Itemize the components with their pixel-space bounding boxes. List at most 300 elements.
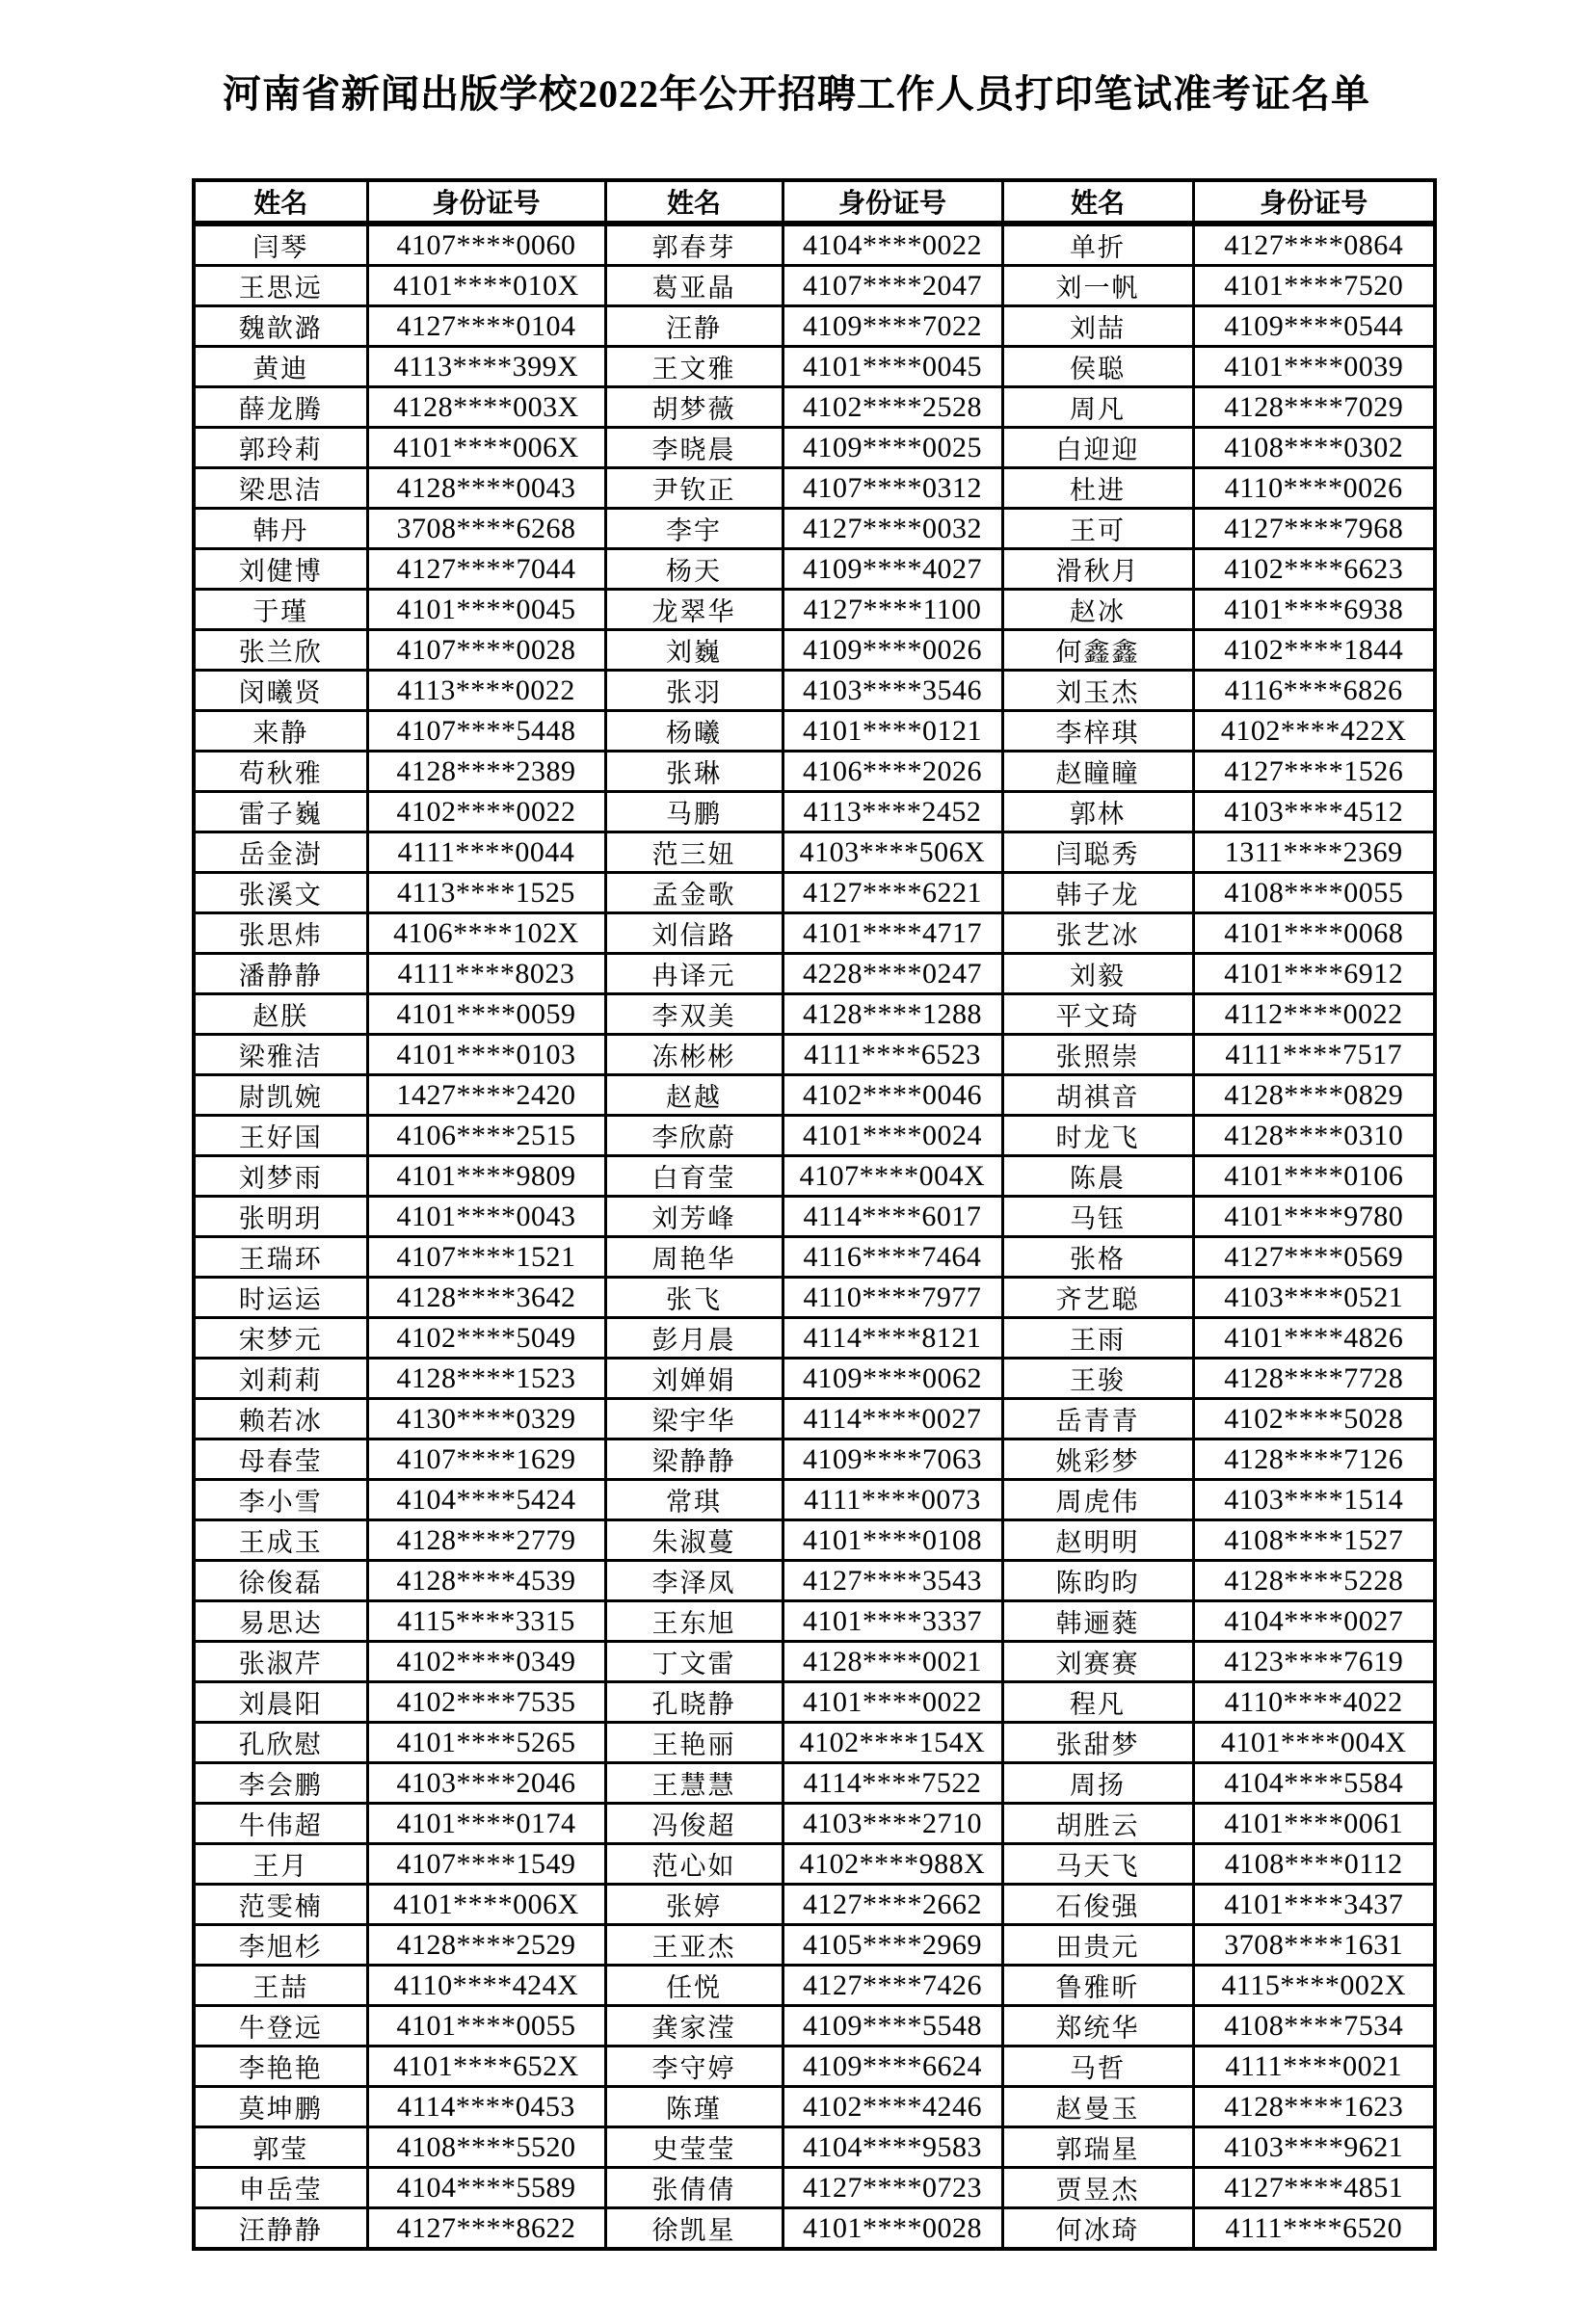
name-cell: 闫琴	[194, 224, 367, 266]
name-cell: 刘毅	[1002, 954, 1193, 994]
name-cell: 魏歆潞	[194, 306, 367, 347]
name-cell: 张溪文	[194, 873, 367, 913]
name-cell: 韩子龙	[1002, 873, 1193, 913]
name-cell: 王亚杰	[605, 1925, 783, 1966]
table-row	[194, 1359, 1435, 1399]
table-row	[194, 2047, 1435, 2087]
id-number-cell: 4109****0062	[783, 1359, 1002, 1399]
id-number-cell: 4107****5448	[367, 711, 605, 752]
name-cell: 平文琦	[1002, 994, 1193, 1035]
id-number-cell: 4101****0068	[1193, 913, 1435, 954]
roster-table-body	[194, 224, 1435, 2249]
id-number-cell: 4101****4826	[1193, 1318, 1435, 1359]
table-row	[194, 1035, 1435, 1075]
name-cell: 刘晨阳	[194, 1682, 367, 1723]
id-number-cell: 4110****0026	[1193, 468, 1435, 509]
id-number-cell: 4127****7426	[783, 1966, 1002, 2006]
name-cell: 张倩倩	[605, 2168, 783, 2208]
table-row	[194, 1318, 1435, 1359]
name-cell: 李梓琪	[1002, 711, 1193, 752]
name-cell: 张羽	[605, 671, 783, 711]
table-row	[194, 954, 1435, 994]
name-cell: 刘赛赛	[1002, 1642, 1193, 1682]
id-number-cell: 4115****002X	[1193, 1966, 1435, 2006]
name-cell: 梁思洁	[194, 468, 367, 509]
name-cell: 杨曦	[605, 711, 783, 752]
id-number-cell: 4102****6623	[1193, 549, 1435, 590]
name-cell: 郭春芽	[605, 224, 783, 266]
table-row	[194, 752, 1435, 792]
name-cell: 张明玥	[194, 1197, 367, 1237]
id-number-cell: 4109****6624	[783, 2047, 1002, 2087]
name-cell: 朱淑蔓	[605, 1520, 783, 1561]
id-number-cell: 4103****506X	[783, 832, 1002, 873]
id-number-cell: 4101****0045	[367, 590, 605, 630]
id-number-cell: 4127****2662	[783, 1885, 1002, 1925]
name-cell: 岳金澍	[194, 832, 367, 873]
id-number-cell: 4109****0025	[783, 428, 1002, 468]
id-number-cell: 4101****0045	[783, 347, 1002, 387]
name-cell: 赵朕	[194, 994, 367, 1035]
id-number-cell: 4104****9583	[783, 2127, 1002, 2168]
table-row	[194, 792, 1435, 832]
id-number-cell: 4101****010X	[367, 266, 605, 306]
name-cell: 闵曦贤	[194, 671, 367, 711]
name-cell: 孔欣慰	[194, 1723, 367, 1763]
name-cell: 葛亚晶	[605, 266, 783, 306]
id-number-cell: 4101****652X	[367, 2047, 605, 2087]
name-cell: 胡胜云	[1002, 1804, 1193, 1844]
id-number-cell: 4101****7520	[1193, 266, 1435, 306]
table-row	[194, 1723, 1435, 1763]
name-cell: 刘巍	[605, 630, 783, 671]
name-cell: 时龙飞	[1002, 1116, 1193, 1156]
id-number-cell: 4101****0043	[367, 1197, 605, 1237]
id-number-cell: 4113****2452	[783, 792, 1002, 832]
name-cell: 李艳艳	[194, 2047, 367, 2087]
table-row	[194, 630, 1435, 671]
name-cell: 张照崇	[1002, 1035, 1193, 1075]
name-cell: 李晓晨	[605, 428, 783, 468]
id-number-cell: 4104****5584	[1193, 1763, 1435, 1804]
column-header-id-1: 身份证号	[367, 180, 605, 224]
id-number-cell: 4128****4539	[367, 1561, 605, 1601]
name-cell: 于瑾	[194, 590, 367, 630]
name-cell: 何鑫鑫	[1002, 630, 1193, 671]
id-number-cell: 4101****006X	[367, 428, 605, 468]
id-number-cell: 4108****0112	[1193, 1844, 1435, 1885]
id-number-cell: 4107****0060	[367, 224, 605, 266]
id-number-cell: 4101****3437	[1193, 1885, 1435, 1925]
id-number-cell: 4107****2047	[783, 266, 1002, 306]
name-cell: 刘健博	[194, 549, 367, 590]
name-cell: 来静	[194, 711, 367, 752]
id-number-cell: 4101****6912	[1193, 954, 1435, 994]
id-number-cell: 4104****5424	[367, 1480, 605, 1520]
table-row	[194, 2127, 1435, 2168]
table-row	[194, 1116, 1435, 1156]
name-cell: 郭莹	[194, 2127, 367, 2168]
id-number-cell: 4128****1623	[1193, 2087, 1435, 2127]
name-cell: 周虎伟	[1002, 1480, 1193, 1520]
table-row	[194, 590, 1435, 630]
id-number-cell: 4102****2528	[783, 387, 1002, 428]
table-header-row	[194, 180, 1435, 224]
table-row	[194, 671, 1435, 711]
id-number-cell: 4128****7029	[1193, 387, 1435, 428]
name-cell: 田贵元	[1002, 1925, 1193, 1966]
id-number-cell: 4128****0043	[367, 468, 605, 509]
id-number-cell: 4128****2529	[367, 1925, 605, 1966]
id-number-cell: 4107****0028	[367, 630, 605, 671]
id-number-cell: 4110****4022	[1193, 1682, 1435, 1723]
name-cell: 张格	[1002, 1237, 1193, 1278]
name-cell: 韩逦蕤	[1002, 1601, 1193, 1642]
id-number-cell: 4114****7522	[783, 1763, 1002, 1804]
id-number-cell: 4228****0247	[783, 954, 1002, 994]
name-cell: 郑统华	[1002, 2006, 1193, 2047]
name-cell: 王文雅	[605, 347, 783, 387]
name-cell: 徐俊磊	[194, 1561, 367, 1601]
table-row	[194, 1480, 1435, 1520]
name-cell: 刘一帆	[1002, 266, 1193, 306]
name-cell: 范心如	[605, 1844, 783, 1885]
id-number-cell: 4128****2389	[367, 752, 605, 792]
name-cell: 张思炜	[194, 913, 367, 954]
table-row	[194, 1682, 1435, 1723]
id-number-cell: 4101****0103	[367, 1035, 605, 1075]
name-cell: 杜进	[1002, 468, 1193, 509]
name-cell: 李小雪	[194, 1480, 367, 1520]
name-cell: 赵越	[605, 1075, 783, 1116]
name-cell: 李会鹏	[194, 1763, 367, 1804]
column-header-id-2: 身份证号	[783, 180, 1002, 224]
id-number-cell: 4127****8622	[367, 2208, 605, 2250]
table-row	[194, 428, 1435, 468]
id-number-cell: 4128****0021	[783, 1642, 1002, 1682]
name-cell: 张淑芹	[194, 1642, 367, 1682]
id-number-cell: 4103****9621	[1193, 2127, 1435, 2168]
name-cell: 王成玉	[194, 1520, 367, 1561]
name-cell: 马钰	[1002, 1197, 1193, 1237]
id-number-cell: 4111****8023	[367, 954, 605, 994]
table-row	[194, 1561, 1435, 1601]
id-number-cell: 4102****422X	[1193, 711, 1435, 752]
id-number-cell: 4101****0022	[783, 1682, 1002, 1723]
id-number-cell: 4101****0121	[783, 711, 1002, 752]
id-number-cell: 4123****7619	[1193, 1642, 1435, 1682]
name-cell: 汪静静	[194, 2208, 367, 2250]
id-number-cell: 4104****0022	[783, 224, 1002, 266]
column-header-name-3: 姓名	[1002, 180, 1193, 224]
name-cell: 岳青青	[1002, 1399, 1193, 1439]
id-number-cell: 4101****0061	[1193, 1804, 1435, 1844]
id-number-cell: 4106****2026	[783, 752, 1002, 792]
id-number-cell: 4101****0028	[783, 2208, 1002, 2250]
table-row	[194, 468, 1435, 509]
name-cell: 赖若冰	[194, 1399, 367, 1439]
name-cell: 范三妞	[605, 832, 783, 873]
id-number-cell: 4127****0569	[1193, 1237, 1435, 1278]
table-row	[194, 1763, 1435, 1804]
name-cell: 赵冰	[1002, 590, 1193, 630]
id-number-cell: 4103****0521	[1193, 1278, 1435, 1318]
name-cell: 易思达	[194, 1601, 367, 1642]
table-row	[194, 1885, 1435, 1925]
name-cell: 常琪	[605, 1480, 783, 1520]
name-cell: 陈昀昀	[1002, 1561, 1193, 1601]
table-row	[194, 549, 1435, 590]
name-cell: 马天飞	[1002, 1844, 1193, 1885]
name-cell: 周艳华	[605, 1237, 783, 1278]
name-cell: 李守婷	[605, 2047, 783, 2087]
table-row	[194, 832, 1435, 873]
id-number-cell: 4101****0055	[367, 2006, 605, 2047]
name-cell: 王思远	[194, 266, 367, 306]
id-number-cell: 1311****2369	[1193, 832, 1435, 873]
id-number-cell: 4101****9809	[367, 1156, 605, 1197]
id-number-cell: 4101****0024	[783, 1116, 1002, 1156]
name-cell: 李宇	[605, 509, 783, 549]
id-number-cell: 4128****0829	[1193, 1075, 1435, 1116]
id-number-cell: 4101****0108	[783, 1520, 1002, 1561]
name-cell: 龙翠华	[605, 590, 783, 630]
table-row	[194, 994, 1435, 1035]
name-cell: 任悦	[605, 1966, 783, 2006]
name-cell: 史莹莹	[605, 2127, 783, 2168]
name-cell: 张兰欣	[194, 630, 367, 671]
id-number-cell: 4109****0026	[783, 630, 1002, 671]
id-number-cell: 4103****2046	[367, 1763, 605, 1804]
name-cell: 郭玲莉	[194, 428, 367, 468]
name-cell: 鲁雅昕	[1002, 1966, 1193, 2006]
id-number-cell: 4111****0073	[783, 1480, 1002, 1520]
id-number-cell: 4103****1514	[1193, 1480, 1435, 1520]
name-cell: 梁雅洁	[194, 1035, 367, 1075]
column-header-id-3: 身份证号	[1193, 180, 1435, 224]
name-cell: 周凡	[1002, 387, 1193, 428]
name-cell: 郭瑞星	[1002, 2127, 1193, 2168]
roster-table	[192, 178, 1437, 2251]
id-number-cell: 4116****7464	[783, 1237, 1002, 1278]
id-number-cell: 4101****9780	[1193, 1197, 1435, 1237]
name-cell: 刘莉莉	[194, 1359, 367, 1399]
id-number-cell: 4107****1629	[367, 1439, 605, 1480]
name-cell: 孟金歌	[605, 873, 783, 913]
name-cell: 薛龙腾	[194, 387, 367, 428]
name-cell: 赵明明	[1002, 1520, 1193, 1561]
name-cell: 王瑞环	[194, 1237, 367, 1278]
id-number-cell: 4109****4027	[783, 549, 1002, 590]
id-number-cell: 4103****2710	[783, 1804, 1002, 1844]
id-number-cell: 4102****5028	[1193, 1399, 1435, 1439]
table-row	[194, 1966, 1435, 2006]
id-number-cell: 4127****3543	[783, 1561, 1002, 1601]
id-number-cell: 4101****0039	[1193, 347, 1435, 387]
name-cell: 张艺冰	[1002, 913, 1193, 954]
table-row	[194, 1601, 1435, 1642]
name-cell: 程凡	[1002, 1682, 1193, 1723]
id-number-cell: 4115****3315	[367, 1601, 605, 1642]
table-row	[194, 1197, 1435, 1237]
name-cell: 杨天	[605, 549, 783, 590]
id-number-cell: 4127****1100	[783, 590, 1002, 630]
id-number-cell: 4127****0723	[783, 2168, 1002, 2208]
id-number-cell: 4127****7044	[367, 549, 605, 590]
id-number-cell: 4111****6520	[1193, 2208, 1435, 2250]
name-cell: 王可	[1002, 509, 1193, 549]
name-cell: 申岳莹	[194, 2168, 367, 2208]
id-number-cell: 4108****1527	[1193, 1520, 1435, 1561]
table-row	[194, 1925, 1435, 1966]
table-row	[194, 2208, 1435, 2250]
id-number-cell: 4127****6221	[783, 873, 1002, 913]
table-row	[194, 1844, 1435, 1885]
id-number-cell: 4111****7517	[1193, 1035, 1435, 1075]
id-number-cell: 4102****0046	[783, 1075, 1002, 1116]
name-cell: 王好国	[194, 1116, 367, 1156]
name-cell: 丁文雷	[605, 1642, 783, 1682]
name-cell: 赵曼玉	[1002, 2087, 1193, 2127]
id-number-cell: 4128****5228	[1193, 1561, 1435, 1601]
name-cell: 牛登远	[194, 2006, 367, 2047]
id-number-cell: 3708****6268	[367, 509, 605, 549]
name-cell: 牛伟超	[194, 1804, 367, 1844]
id-number-cell: 4128****1288	[783, 994, 1002, 1035]
table-row	[194, 1156, 1435, 1197]
table-row	[194, 2087, 1435, 2127]
id-number-cell: 4111****6523	[783, 1035, 1002, 1075]
id-number-cell: 4128****1523	[367, 1359, 605, 1399]
id-number-cell: 3708****1631	[1193, 1925, 1435, 1966]
id-number-cell: 4101****5265	[367, 1723, 605, 1763]
id-number-cell: 4108****5520	[367, 2127, 605, 2168]
name-cell: 梁宇华	[605, 1399, 783, 1439]
id-number-cell: 4102****5049	[367, 1318, 605, 1359]
table-row	[194, 2168, 1435, 2208]
name-cell: 贾昱杰	[1002, 2168, 1193, 2208]
id-number-cell: 4104****0027	[1193, 1601, 1435, 1642]
column-header-name-1: 姓名	[194, 180, 367, 224]
name-cell: 王雨	[1002, 1318, 1193, 1359]
table-row	[194, 913, 1435, 954]
name-cell: 刘梦雨	[194, 1156, 367, 1197]
name-cell: 徐凯星	[605, 2208, 783, 2250]
name-cell: 齐艺聪	[1002, 1278, 1193, 1318]
id-number-cell: 4101****006X	[367, 1885, 605, 1925]
table-row	[194, 266, 1435, 306]
name-cell: 龚家滢	[605, 2006, 783, 2047]
id-number-cell: 4102****988X	[783, 1844, 1002, 1885]
name-cell: 黄迪	[194, 347, 367, 387]
name-cell: 白育莹	[605, 1156, 783, 1197]
name-cell: 莫坤鹏	[194, 2087, 367, 2127]
id-number-cell: 4106****2515	[367, 1116, 605, 1156]
id-number-cell: 4111****0021	[1193, 2047, 1435, 2087]
name-cell: 彭月晨	[605, 1318, 783, 1359]
name-cell: 苟秋雅	[194, 752, 367, 792]
id-number-cell: 4107****004X	[783, 1156, 1002, 1197]
id-number-cell: 4116****6826	[1193, 671, 1435, 711]
name-cell: 张甜梦	[1002, 1723, 1193, 1763]
table-row	[194, 1399, 1435, 1439]
id-number-cell: 4110****424X	[367, 1966, 605, 2006]
id-number-cell: 4112****0022	[1193, 994, 1435, 1035]
id-number-cell: 4130****0329	[367, 1399, 605, 1439]
name-cell: 王骏	[1002, 1359, 1193, 1399]
table-row	[194, 2006, 1435, 2047]
id-number-cell: 4127****0104	[367, 306, 605, 347]
name-cell: 梁静静	[605, 1439, 783, 1480]
name-cell: 王慧慧	[605, 1763, 783, 1804]
name-cell: 韩丹	[194, 509, 367, 549]
id-number-cell: 4107****1549	[367, 1844, 605, 1885]
id-number-cell: 4102****7535	[367, 1682, 605, 1723]
id-number-cell: 4110****7977	[783, 1278, 1002, 1318]
id-number-cell: 4128****7126	[1193, 1439, 1435, 1480]
name-cell: 刘信路	[605, 913, 783, 954]
name-cell: 宋梦元	[194, 1318, 367, 1359]
id-number-cell: 4102****154X	[783, 1723, 1002, 1763]
table-row	[194, 711, 1435, 752]
id-number-cell: 4103****3546	[783, 671, 1002, 711]
id-number-cell: 4101****0059	[367, 994, 605, 1035]
id-number-cell: 4101****0174	[367, 1804, 605, 1844]
table-row	[194, 1642, 1435, 1682]
id-number-cell: 4101****6938	[1193, 590, 1435, 630]
name-cell: 李旭杉	[194, 1925, 367, 1966]
name-cell: 尹钦正	[605, 468, 783, 509]
id-number-cell: 4128****3642	[367, 1278, 605, 1318]
id-number-cell: 4114****0453	[367, 2087, 605, 2127]
document-page	[0, 71, 1593, 2251]
id-number-cell: 4114****8121	[783, 1318, 1002, 1359]
table-row	[194, 347, 1435, 387]
name-cell: 汪静	[605, 306, 783, 347]
column-header-name-2: 姓名	[605, 180, 783, 224]
table-header	[194, 180, 1435, 224]
name-cell: 姚彩梦	[1002, 1439, 1193, 1480]
name-cell: 孔晓静	[605, 1682, 783, 1723]
id-number-cell: 4127****7968	[1193, 509, 1435, 549]
name-cell: 陈晨	[1002, 1156, 1193, 1197]
name-cell: 王喆	[194, 1966, 367, 2006]
id-number-cell: 4127****4851	[1193, 2168, 1435, 2208]
id-number-cell: 4107****1521	[367, 1237, 605, 1278]
name-cell: 母春莹	[194, 1439, 367, 1480]
id-number-cell: 4107****0312	[783, 468, 1002, 509]
name-cell: 马哲	[1002, 2047, 1193, 2087]
id-number-cell: 4109****7022	[783, 306, 1002, 347]
table-row	[194, 387, 1435, 428]
name-cell: 何冰琦	[1002, 2208, 1193, 2250]
name-cell: 李双美	[605, 994, 783, 1035]
name-cell: 王东旭	[605, 1601, 783, 1642]
id-number-cell: 4108****0055	[1193, 873, 1435, 913]
id-number-cell: 4113****0022	[367, 671, 605, 711]
page-title: 河南省新闻出版学校2022年公开招聘工作人员打印笔试准考证名单	[223, 72, 1370, 116]
id-number-cell: 4114****0027	[783, 1399, 1002, 1439]
name-cell: 周扬	[1002, 1763, 1193, 1804]
id-number-cell: 4105****2969	[783, 1925, 1002, 1966]
name-cell: 陈瑾	[605, 2087, 783, 2127]
id-number-cell: 4106****102X	[367, 913, 605, 954]
id-number-cell: 4108****7534	[1193, 2006, 1435, 2047]
table-row	[194, 1075, 1435, 1116]
name-cell: 王艳丽	[605, 1723, 783, 1763]
id-number-cell: 4108****0302	[1193, 428, 1435, 468]
id-number-cell: 4128****7728	[1193, 1359, 1435, 1399]
